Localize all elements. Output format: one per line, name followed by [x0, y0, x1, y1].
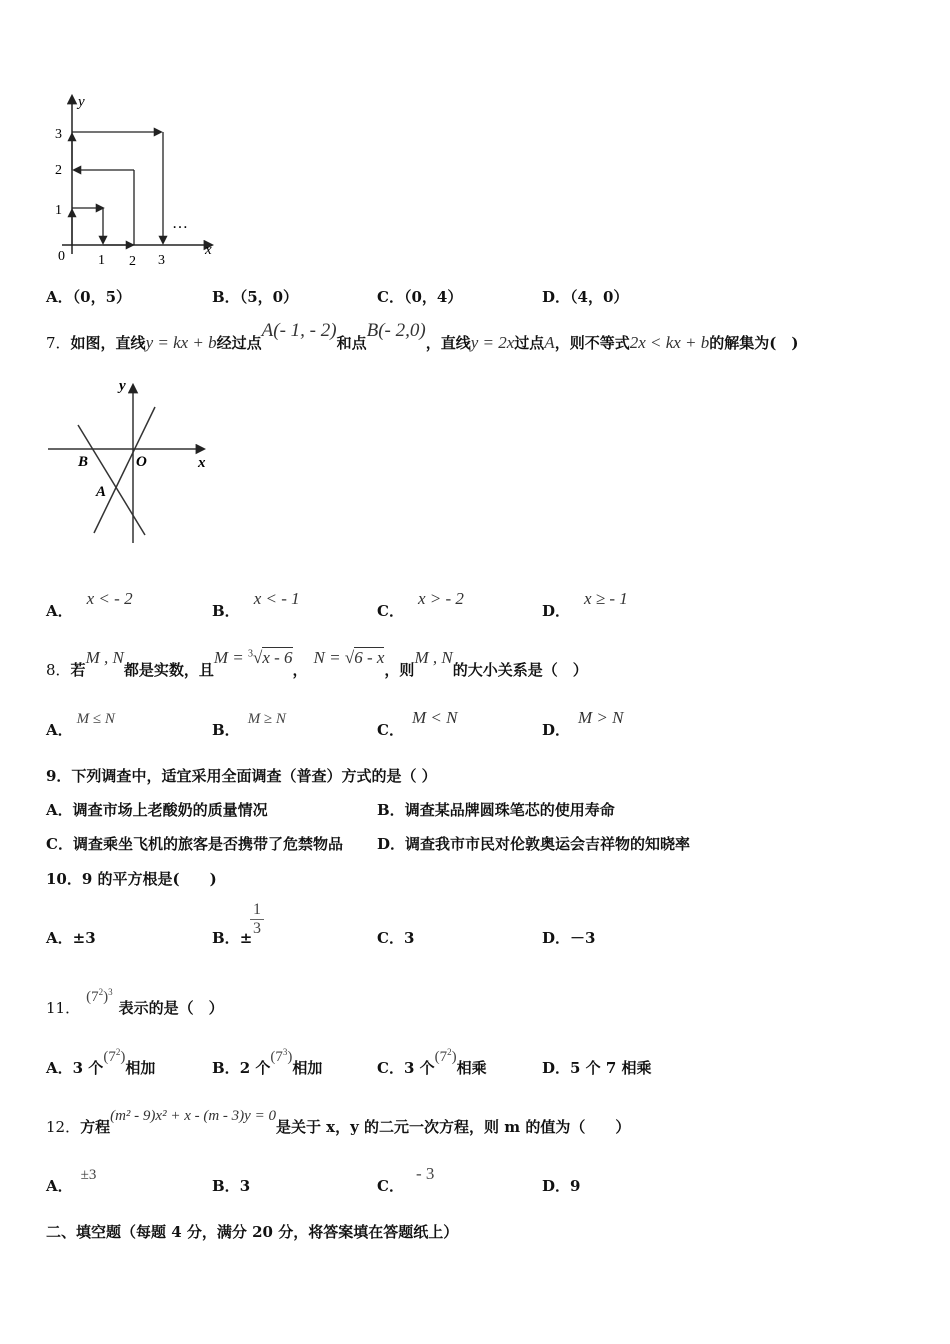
- x-tick-3: 3: [158, 253, 165, 268]
- q9-option-b[interactable]: B．调查某品牌圆珠笔芯的使用寿命: [377, 801, 615, 819]
- q12-option-c[interactable]: C．- 3: [377, 1164, 435, 1195]
- q7-stem: 7．如图，直线y = kx + b经过点A(- 1, - 2)和点B(- 2,0)，直线y = 2x过点A，则不等式2x < kx + b的解集为( ): [46, 320, 799, 352]
- q6-option-b[interactable]: B．（5，0）: [212, 288, 299, 306]
- y-tick-1: 1: [55, 203, 62, 218]
- origin-o-label: O: [136, 454, 147, 470]
- q6-arrow-graph: [40, 88, 230, 270]
- q8-option-d[interactable]: D．M > N: [542, 708, 624, 739]
- q9-option-c[interactable]: C．调查乘坐飞机的旅客是否携带了危禁物品: [46, 835, 343, 853]
- q8-stem: 8．若M , N都是实数，且M = $^3$√x - 6，N = √6 - x，则M , N的大小关系是（ ）: [46, 648, 588, 679]
- point-a-label: A: [96, 484, 107, 500]
- y-tick-2: 2: [55, 163, 62, 178]
- q7-lines-graph: [44, 375, 219, 550]
- q7-option-c[interactable]: C．x > - 2: [377, 589, 464, 620]
- q6-option-d[interactable]: D．（4，0）: [542, 288, 629, 306]
- x-tick-2: 2: [129, 254, 136, 269]
- q12-option-b[interactable]: B．3: [212, 1177, 251, 1195]
- q8-option-b[interactable]: B．M ≥ N: [212, 711, 286, 739]
- q9-option-d[interactable]: D．调查我市市民对伦敦奥运会吉祥物的知晓率: [377, 835, 691, 853]
- q6-option-c[interactable]: C．（0，4）: [377, 288, 463, 306]
- origin-label: 0: [58, 249, 65, 264]
- q10-stem: 10．9 的平方根是( ): [46, 870, 217, 888]
- q8-option-a[interactable]: A．M ≤ N: [46, 711, 115, 739]
- q9-stem: 9．下列调查中，适宜采用全面调查（普查）方式的是（ ）: [46, 767, 437, 785]
- q9-option-a[interactable]: A．调查市场上老酸奶的质量情况: [46, 801, 268, 819]
- q11-stem: 11．$(7^2)^3$表示的是（ ）: [46, 987, 224, 1017]
- q6-option-a[interactable]: A．（0，5）: [46, 288, 132, 306]
- x-axis-label: x: [205, 242, 212, 258]
- q7-option-a[interactable]: A．x < - 2: [46, 589, 133, 620]
- y-tick-3: 3: [55, 127, 62, 142]
- line-y-kx-b: [78, 425, 145, 535]
- q7-option-d[interactable]: D．x ≥ - 1: [542, 589, 628, 620]
- q7-x-label: x: [198, 455, 206, 471]
- ellipsis: …: [172, 215, 188, 232]
- q10-fraction: 1 3: [250, 901, 264, 938]
- point-b-label: B: [78, 454, 89, 470]
- q10-option-d[interactable]: D．－3: [542, 929, 596, 947]
- q7-option-b[interactable]: B．x < - 1: [212, 589, 300, 620]
- q10-option-a[interactable]: A．±3: [46, 929, 96, 947]
- x-tick-1: 1: [98, 253, 105, 268]
- q12-option-a[interactable]: A．±3: [46, 1167, 97, 1195]
- q10-option-c[interactable]: C．3: [377, 929, 415, 947]
- y-axis-label: y: [78, 94, 85, 110]
- q11-option-d[interactable]: D．5 个 7 相乘: [542, 1059, 652, 1077]
- q7-y-label: y: [119, 378, 126, 394]
- q11-option-c[interactable]: C．3 个$(7^2)$相乘: [377, 1047, 487, 1077]
- q11-option-b[interactable]: B．2 个$(7^3)$相加: [212, 1047, 323, 1077]
- line-y-2x: [94, 407, 155, 533]
- q12-option-d[interactable]: D．9: [542, 1177, 581, 1195]
- section-heading-fill-in: 二、填空题（每题 4 分，满分 20 分，将答案填在答题纸上）: [46, 1223, 459, 1241]
- q10-option-b[interactable]: B．±: [212, 929, 253, 947]
- q8-option-c[interactable]: C．M < N: [377, 708, 458, 739]
- q11-option-a[interactable]: A．3 个$(7^2)$相加: [46, 1047, 156, 1077]
- q12-stem: 12．方程(m² - 9)x² + x - (m - 3)y = 0是关于 x，y 的二元一次方程，则 m 的值为（ ）: [46, 1108, 631, 1136]
